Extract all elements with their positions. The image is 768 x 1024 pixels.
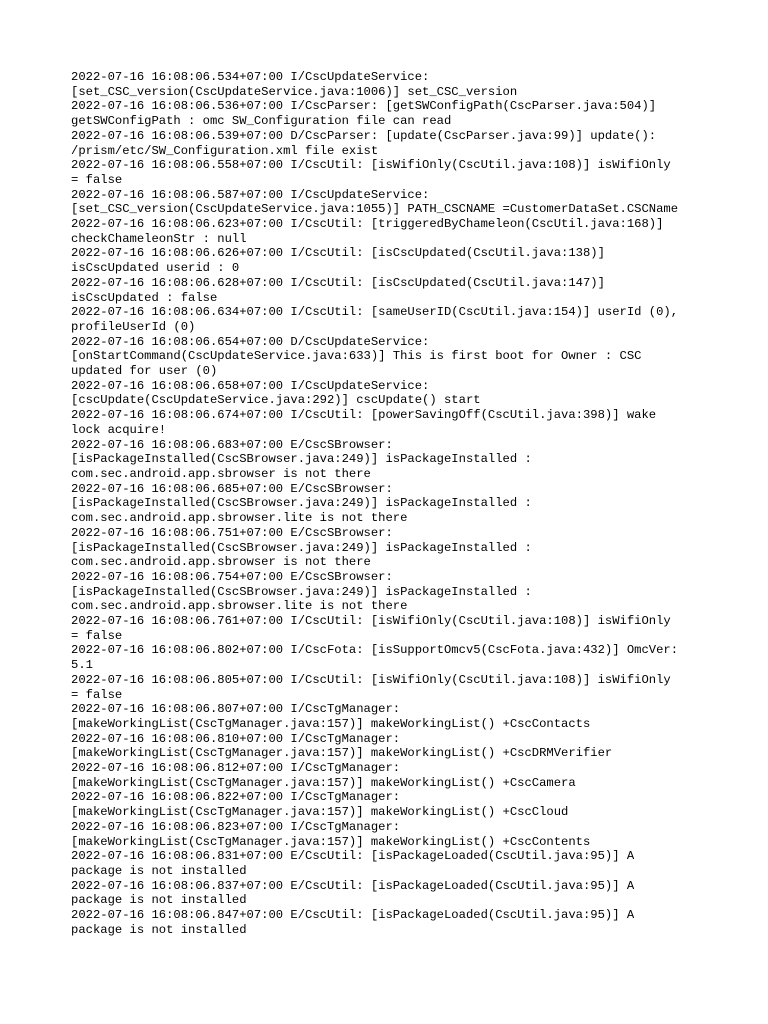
log-line: package is not installed <box>71 922 247 937</box>
log-line: 2022-07-16 16:08:06.822+07:00 I/CscTgManager: <box>71 790 401 805</box>
log-line: 2022-07-16 16:08:06.539+07:00 D/CscParser: [update(CscParser.java:99)] update(): <box>71 128 657 143</box>
log-document-page <box>71 70 711 937</box>
log-line: profileUserId (0) <box>71 319 196 334</box>
log-text-block <box>71 70 711 937</box>
log-line: 2022-07-16 16:08:06.658+07:00 I/CscUpdateService: <box>71 378 430 393</box>
log-line: getSWConfigPath : omc SW_Configuration file can read <box>71 114 452 129</box>
log-line: [makeWorkingList(CscTgManager.java:157)] makeWorkingList() +CscDRMVerifier <box>71 746 613 761</box>
log-line: [set_CSC_version(CscUpdateService.java:1055)] PATH_CSCNAME =CustomerDataSet.CSCName <box>71 202 679 217</box>
log-line: 2022-07-16 16:08:06.536+07:00 I/CscParser: [getSWConfigPath(CscParser.java:504)] <box>71 99 657 114</box>
log-line: [cscUpdate(CscUpdateService.java:292)] cscUpdate() start <box>71 393 481 408</box>
log-line: /prism/etc/SW_Configuration.xml file exist <box>71 143 379 158</box>
log-line: isCscUpdated userid : 0 <box>71 261 240 276</box>
log-line: 2022-07-16 16:08:06.685+07:00 E/CscSBrowser: <box>71 481 393 496</box>
log-line: 2022-07-16 16:08:06.626+07:00 I/CscUtil: [isCscUpdated(CscUtil.java:138)] <box>71 246 605 261</box>
log-line: [onStartCommand(CscUpdateService.java:633)] This is first boot for Owner : CSC <box>71 349 642 364</box>
log-line: com.sec.android.app.sbrowser.lite is not there <box>71 511 408 526</box>
log-line: lock acquire! <box>71 422 167 437</box>
log-line: 2022-07-16 16:08:06.812+07:00 I/CscTgManager: <box>71 761 401 776</box>
log-line: 5.1 <box>71 658 93 673</box>
log-line: 2022-07-16 16:08:06.823+07:00 I/CscTgManager: <box>71 819 401 834</box>
log-line: [set_CSC_version(CscUpdateService.java:1006)] set_CSC_version <box>71 84 518 99</box>
log-line: [isPackageInstalled(CscSBrowser.java:249)] isPackageInstalled : <box>71 584 532 599</box>
log-line: 2022-07-16 16:08:06.831+07:00 E/CscUtil: [isPackageLoaded(CscUtil.java:95)] A <box>71 849 635 864</box>
log-line: checkChameleonStr : null <box>71 231 247 246</box>
log-line: com.sec.android.app.sbrowser.lite is not there <box>71 599 408 614</box>
log-line: com.sec.android.app.sbrowser is not there <box>71 555 371 570</box>
log-line: = false <box>71 628 123 643</box>
log-line: 2022-07-16 16:08:06.807+07:00 I/CscTgManager: <box>71 702 401 717</box>
log-line: 2022-07-16 16:08:06.634+07:00 I/CscUtil: [sameUserID(CscUtil.java:154)] userId (0), <box>71 305 679 320</box>
log-line: 2022-07-16 16:08:06.623+07:00 I/CscUtil: [triggeredByChameleon(CscUtil.java:168)] <box>71 217 664 232</box>
log-line: 2022-07-16 16:08:06.558+07:00 I/CscUtil: [isWifiOnly(CscUtil.java:108)] isWifiOnly <box>71 158 671 173</box>
log-line: 2022-07-16 16:08:06.847+07:00 E/CscUtil: [isPackageLoaded(CscUtil.java:95)] A <box>71 908 635 923</box>
log-line: package is not installed <box>71 863 247 878</box>
log-line: 2022-07-16 16:08:06.810+07:00 I/CscTgManager: <box>71 731 401 746</box>
log-line: com.sec.android.app.sbrowser is not there <box>71 466 371 481</box>
log-line: package is not installed <box>71 893 247 908</box>
log-line: 2022-07-16 16:08:06.674+07:00 I/CscUtil: [powerSavingOff(CscUtil.java:398)] wake <box>71 408 657 423</box>
log-line: 2022-07-16 16:08:06.534+07:00 I/CscUpdateService: <box>71 70 430 84</box>
log-line: = false <box>71 172 123 187</box>
log-line: 2022-07-16 16:08:06.587+07:00 I/CscUpdateService: <box>71 187 430 202</box>
log-line: = false <box>71 687 123 702</box>
log-line: 2022-07-16 16:08:06.754+07:00 E/CscSBrowser: <box>71 569 393 584</box>
log-line: 2022-07-16 16:08:06.837+07:00 E/CscUtil: [isPackageLoaded(CscUtil.java:95)] A <box>71 878 635 893</box>
log-line: [isPackageInstalled(CscSBrowser.java:249)] isPackageInstalled : <box>71 496 532 511</box>
log-line: 2022-07-16 16:08:06.805+07:00 I/CscUtil: [isWifiOnly(CscUtil.java:108)] isWifiOnly <box>71 672 671 687</box>
log-line: 2022-07-16 16:08:06.654+07:00 D/CscUpdateService: <box>71 334 430 349</box>
log-line: 2022-07-16 16:08:06.683+07:00 E/CscSBrowser: <box>71 437 393 452</box>
log-line: 2022-07-16 16:08:06.628+07:00 I/CscUtil: [isCscUpdated(CscUtil.java:147)] <box>71 275 605 290</box>
log-line: [makeWorkingList(CscTgManager.java:157)] makeWorkingList() +CscContents <box>71 834 591 849</box>
log-line: 2022-07-16 16:08:06.751+07:00 E/CscSBrowser: <box>71 525 393 540</box>
log-line: isCscUpdated : false <box>71 290 218 305</box>
log-line: 2022-07-16 16:08:06.802+07:00 I/CscFota: [isSupportOmcv5(CscFota.java:432)] OmcVer: <box>71 643 679 658</box>
log-line: [makeWorkingList(CscTgManager.java:157)] makeWorkingList() +CscContacts <box>71 716 591 731</box>
log-line: [isPackageInstalled(CscSBrowser.java:249)] isPackageInstalled : <box>71 452 532 467</box>
log-line: 2022-07-16 16:08:06.761+07:00 I/CscUtil: [isWifiOnly(CscUtil.java:108)] isWifiOnly <box>71 614 671 629</box>
log-line: [isPackageInstalled(CscSBrowser.java:249)] isPackageInstalled : <box>71 540 532 555</box>
log-line: updated for user (0) <box>71 364 218 379</box>
log-line: [makeWorkingList(CscTgManager.java:157)] makeWorkingList() +CscCloud <box>71 805 569 820</box>
log-line: [makeWorkingList(CscTgManager.java:157)] makeWorkingList() +CscCamera <box>71 775 576 790</box>
